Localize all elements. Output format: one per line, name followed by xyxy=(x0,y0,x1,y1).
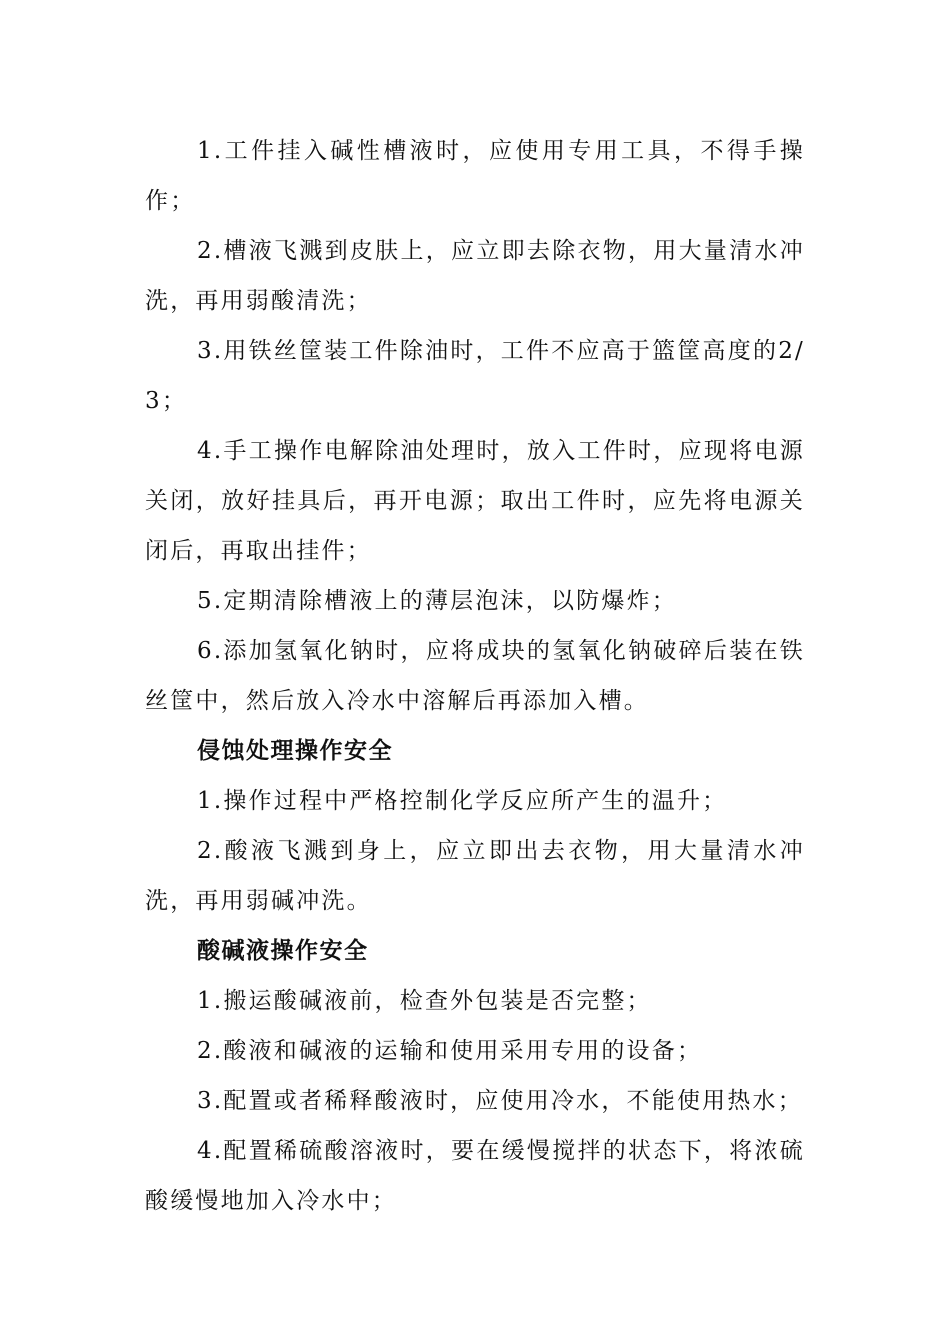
section-heading-etching: 侵蚀处理操作安全 xyxy=(197,738,393,764)
degreasing-item-6: 6.添加氢氧化钠时，应将成块的氢氧化钠破碎后装在铁丝筐中，然后放入冷水中溶解后再添加入槽。 xyxy=(145,638,805,714)
etching-item-1: 1.操作过程中严格控制化学反应所产生的温升； xyxy=(197,788,728,814)
acid-alkali-item-2: 2.酸液和碱液的运输和使用采用专用的设备； xyxy=(197,1038,703,1064)
degreasing-item-4: 4.手工操作电解除油处理时，放入工件时，应现将电源关闭，放好挂具后，再开电源；取出工件时，应先将电源关闭后，再取出挂件； xyxy=(145,438,805,564)
acid-alkali-item-3: 3.配置或者稀释酸液时，应使用冷水，不能使用热水； xyxy=(197,1088,803,1114)
degreasing-item-5: 5.定期清除槽液上的薄层泡沫，以防爆炸； xyxy=(197,588,677,614)
degreasing-item-1: 1.工件挂入碱性槽液时，应使用专用工具，不得手操作； xyxy=(145,138,805,214)
degreasing-item-2: 2.槽液飞溅到皮肤上，应立即去除衣物，用大量清水冲洗，再用弱酸清洗； xyxy=(145,238,805,314)
document-body xyxy=(145,126,805,1226)
degreasing-item-3: 3.用铁丝筐装工件除油时，工件不应高于篮筐高度的2/3； xyxy=(145,338,805,414)
section-heading-acid-alkali: 酸碱液操作安全 xyxy=(197,938,369,964)
acid-alkali-item-4: 4.配置稀硫酸溶液时，要在缓慢搅拌的状态下，将浓硫酸缓慢地加入冷水中； xyxy=(145,1138,805,1214)
etching-item-2: 2.酸液飞溅到身上，应立即出去衣物，用大量清水冲洗，再用弱碱冲洗。 xyxy=(145,838,805,914)
acid-alkali-item-1: 1.搬运酸碱液前，检查外包装是否完整； xyxy=(197,988,652,1014)
